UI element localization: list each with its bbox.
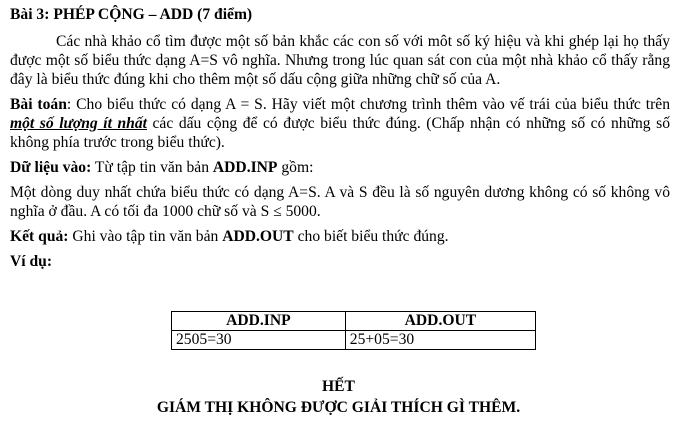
footer-end: HẾT <box>322 378 355 395</box>
input-text-before: Từ tập tin văn bản <box>91 159 213 176</box>
problem-document <box>10 5 670 271</box>
input-text-after: gồm: <box>277 159 314 176</box>
example-cell-output: 25+05=30 <box>345 331 535 350</box>
task-text-before: : Cho biểu thức có dạng A = S. Hãy viết một chương trình thêm vào vế trái của biểu thức trên <box>66 96 670 113</box>
task-label: Bài toán <box>10 96 67 113</box>
intro-paragraph: Các nhà khảo cổ tìm được một số bản khắc các con số với môt số ký hiệu và khi ghép lại họ thấy được một số biểu thức dạng A=S vô nghĩa. Nhưng trong lúc quan sát con của một nhà khảo cổ thấy rằng đây là biểu thức đúng khi cho thêm một số dấu cộng giữa những chữ số của A. <box>10 33 670 88</box>
output-text-before: Ghi vào tập tin văn bản <box>68 228 223 245</box>
output-file-name: ADD.OUT <box>222 228 294 245</box>
output-label: Kết quả: <box>10 228 69 245</box>
task-paragraph <box>10 95 670 152</box>
problem-heading: Bài 3: PHÉP CỘNG – ADD (7 điểm) <box>10 6 253 23</box>
example-cell-input: 2505=30 <box>172 331 346 350</box>
output-line <box>10 227 670 246</box>
example-table-header-row <box>172 312 536 331</box>
table-row <box>172 331 536 350</box>
task-text-after: các dấu cộng để có được biểu thức đúng. (Chấp nhận có những số có những số không phía trước trong biểu thức). <box>10 115 670 151</box>
input-file-name: ADD.INP <box>212 159 278 176</box>
example-header-output: ADD.OUT <box>345 312 535 331</box>
example-label: Ví dụ: <box>10 253 53 270</box>
input-description: Một dòng duy nhất chứa biểu thức có dạng A=S. A và S đều là số nguyên dương không có số không vô nghĩa ở đầu. A có tối đa 1000 chữ số và S ≤ 5000. <box>10 184 670 220</box>
input-label: Dữ liệu vào: <box>10 159 92 176</box>
example-header-input: ADD.INP <box>172 312 346 331</box>
example-table <box>171 311 536 350</box>
input-heading-line <box>10 158 670 177</box>
footer-note: GIÁM THỊ KHÔNG ĐƯỢC GIẢI THÍCH GÌ THÊM. <box>156 399 521 416</box>
task-emphasis: một số lượng ít nhất <box>10 115 147 132</box>
output-text-after: cho biết biểu thức đúng. <box>293 228 449 245</box>
